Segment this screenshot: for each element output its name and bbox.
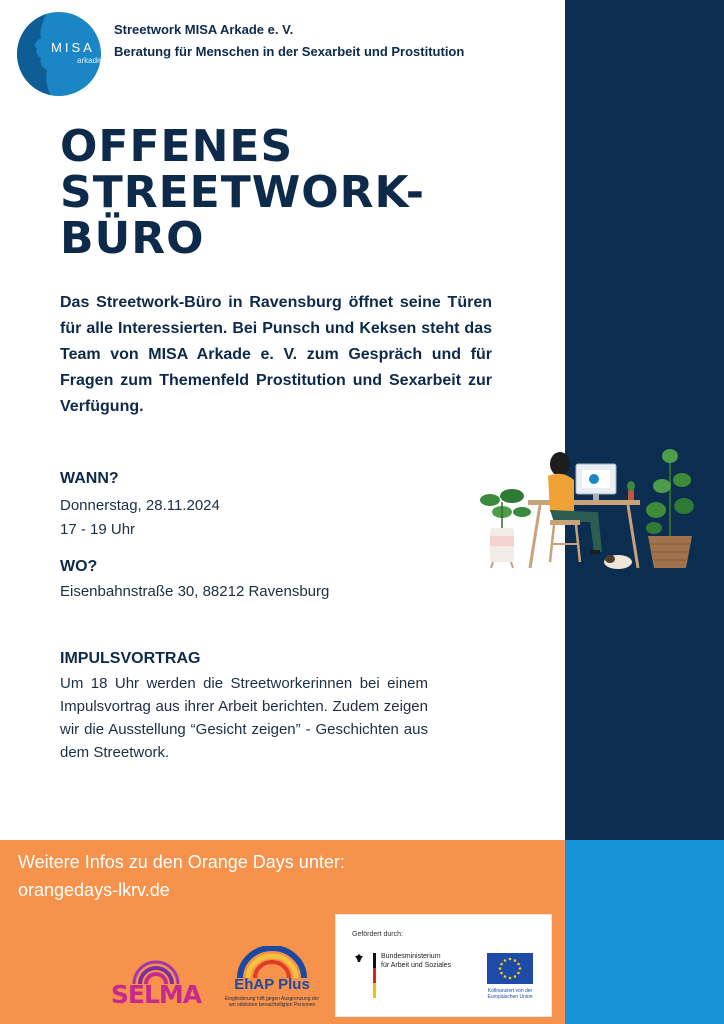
ehap-arc-icon bbox=[222, 946, 322, 980]
misa-logo bbox=[17, 12, 101, 96]
ministry-line: für Arbeit und Soziales bbox=[381, 962, 452, 969]
desk-illustration bbox=[478, 440, 708, 575]
when-date: Donnerstag, 28.11.2024 bbox=[60, 497, 220, 514]
where-address: Eisenbahnstraße 30, 88212 Ravensburg bbox=[60, 583, 330, 600]
eu-line: Kofinanziert von der bbox=[487, 988, 533, 994]
german-flag-icon bbox=[373, 953, 376, 999]
eu-cofunding-text bbox=[477, 988, 543, 1000]
title-line: STREETWORK- bbox=[60, 167, 426, 218]
more-info bbox=[18, 848, 345, 904]
dog-icon bbox=[604, 555, 632, 569]
where-heading: WO? bbox=[60, 558, 98, 575]
ministry-line: Bundesministerium bbox=[381, 953, 441, 960]
potted-plant-left-icon bbox=[480, 489, 531, 568]
eu-line: Europäischen Union bbox=[487, 994, 533, 1000]
ehap-word: EhAP Plus bbox=[234, 976, 310, 993]
small-plant-icon bbox=[627, 481, 635, 500]
monitor-icon bbox=[576, 464, 616, 500]
stool-icon bbox=[550, 520, 580, 562]
ehap-subtitle: Eingliederung hilft gegen Ausgrenzung der am stärksten benachteiligten Personen bbox=[224, 996, 320, 1008]
more-info-line: Weitere Infos zu den Orange Days unter: bbox=[18, 852, 345, 872]
talk-text: Um 18 Uhr werden die Streetworkerinnen bei einem Impulsvortrag aus ihrer Arbeit berichten. Zudem zeigen wir die Ausstellung “Gesicht zeigen” - Geschichten aus dem Streetwork. bbox=[60, 675, 428, 761]
title-line: BÜRO bbox=[60, 213, 205, 264]
logo-sub: arkade bbox=[77, 56, 101, 65]
ehap-logo bbox=[222, 946, 322, 1010]
sponsor-label: Gefördert durch: bbox=[352, 931, 403, 938]
selma-word: SELMA bbox=[110, 980, 202, 1009]
navy-side-bar bbox=[565, 0, 724, 840]
selma-logo bbox=[104, 950, 208, 1012]
when-heading: WANN? bbox=[60, 470, 119, 487]
talk-heading: IMPULSVORTRAG bbox=[60, 650, 201, 667]
eu-flag-icon bbox=[487, 953, 533, 984]
when-time: 17 - 19 Uhr bbox=[60, 521, 136, 538]
sponsor-box bbox=[335, 914, 552, 1017]
title-line: OFFENES bbox=[60, 121, 294, 172]
blue-side-bar bbox=[565, 840, 724, 1024]
potted-plant-right-icon bbox=[646, 449, 694, 568]
org-name: Streetwork MISA Arkade e. V. bbox=[114, 22, 294, 37]
federal-eagle-icon bbox=[354, 953, 364, 963]
logo-word: MISA bbox=[51, 40, 95, 55]
page-title bbox=[60, 121, 500, 264]
more-info-link[interactable]: orangedays-lkrv.de bbox=[18, 880, 170, 900]
intro-text: Das Streetwork-Büro in Ravensburg öffnet seine Türen für alle Interessierten. Bei Punsch und Keksen steht das Team von MISA Arkade e. V. zum Gespräch und für Fragen zum Themenfeld Prostitution und Sexarbeit zur Verfügung. bbox=[60, 294, 492, 415]
org-tagline: Beratung für Menschen in der Sexarbeit und Prostitution bbox=[114, 44, 465, 59]
ministry-name bbox=[381, 952, 451, 970]
